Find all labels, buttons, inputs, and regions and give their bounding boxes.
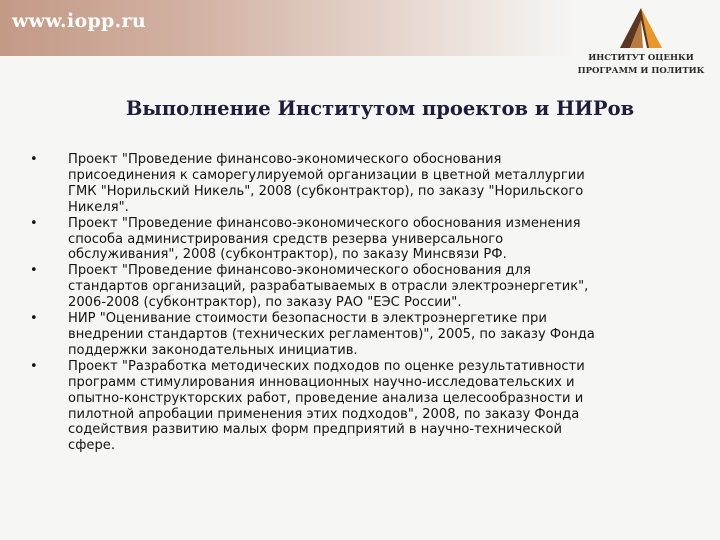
triangle-logo-icon bbox=[618, 6, 664, 50]
bullet-text-line: ГМК "Норильский Никель", 2008 (субконтрактор), по заказу "Норильского bbox=[68, 183, 584, 199]
bullet-text-line: программ стимулирования инновационных научно-исследовательских и bbox=[68, 374, 575, 390]
bullet-dot-icon: • bbox=[30, 152, 38, 167]
bullet-text-line: присоединения к саморегулируемой организации в цветной металлургии bbox=[68, 167, 585, 183]
bullet-item bbox=[30, 263, 690, 311]
logo-text-line-1: ИНСТИТУТ ОЦЕНКИ bbox=[588, 53, 694, 63]
bullet-text-line: 2006-2008 (субконтрактор), по заказу РАО "ЕЭС России". bbox=[68, 295, 462, 311]
bullet-item bbox=[30, 152, 690, 216]
institute-logo bbox=[568, 6, 714, 84]
bullet-list bbox=[30, 152, 690, 454]
bullet-text-line: Никеля". bbox=[68, 199, 129, 215]
bullet-text-line: пилотной апробации применения этих подходов", 2008, по заказу Фонда bbox=[68, 406, 580, 422]
site-url[interactable]: www.iopp.ru bbox=[12, 10, 146, 32]
bullet-dot-icon: • bbox=[30, 215, 38, 231]
bullet-text-line: сфере. bbox=[68, 438, 115, 454]
bullet-text-line: Проект "Разработка методических подходов по оценке результативности bbox=[68, 358, 585, 374]
bullet-text-line: стандартов организаций, разрабатываемых в отрасли электроэнергетик", bbox=[68, 279, 589, 295]
bullet-text-line: обслуживания", 2008 (субконтрактор), по заказу Минсвязи РФ. bbox=[68, 247, 507, 263]
bullet-text-line: поддержки законодательных инициатив. bbox=[68, 342, 358, 358]
bullet-text-line: способа администрирования средств резерва универсального bbox=[68, 231, 504, 247]
bullet-text-line: внедрении стандартов (технических регламентов)", 2005, по заказу Фонда bbox=[68, 326, 595, 342]
bullet-dot-icon: • bbox=[30, 311, 38, 327]
bullet-item bbox=[30, 359, 690, 454]
bullet-text-line: содействия развитию малых форм предприятий в научно-технической bbox=[68, 422, 563, 438]
bullet-dot-icon: • bbox=[30, 358, 38, 374]
logo-text-line-2: ПРОГРАММ И ПОЛИТИК bbox=[577, 66, 705, 76]
bullet-text-line: Проект "Проведение финансово-экономического обоснования изменения bbox=[68, 215, 581, 231]
slide-title: Выполнение Институтом проектов и НИРов bbox=[125, 97, 635, 120]
bullet-dot-icon: • bbox=[30, 263, 38, 279]
bullet-item bbox=[30, 216, 690, 264]
bullet-text-line: опытно-конструкторских работ, проведение анализа целесообразности и bbox=[68, 390, 584, 406]
bullet-text-line: Проект "Проведение финансово-экономического обоснования bbox=[68, 152, 502, 167]
bullet-item bbox=[30, 311, 690, 359]
bullet-text-line: Проект "Проведение финансово-экономического обоснования для bbox=[68, 263, 531, 279]
bullet-text-line: НИР "Оценивание стоимости безопасности в электроэнергетике при bbox=[68, 311, 547, 327]
